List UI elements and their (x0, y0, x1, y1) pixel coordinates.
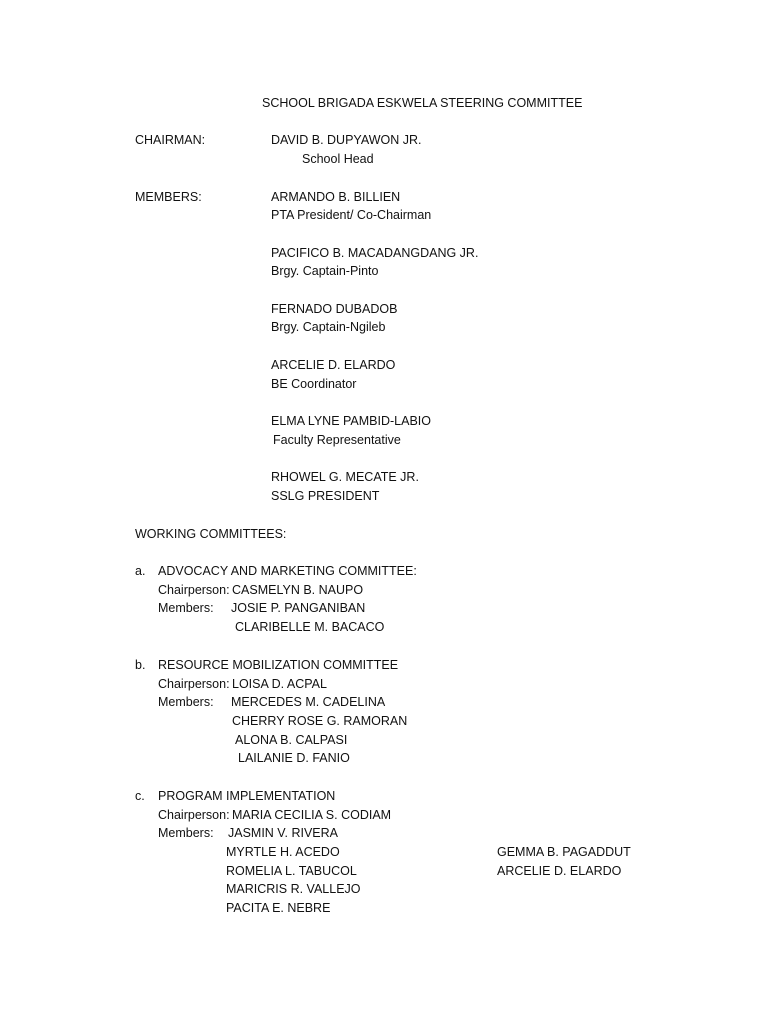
members-sub-label: Members: (158, 695, 214, 709)
chairperson-label: Chairperson: (158, 808, 230, 822)
committee-member: GEMMA B. PAGADDUT (497, 845, 631, 859)
committee-member: CLARIBELLE M. BACACO (235, 620, 385, 634)
committee-name: RESOURCE MOBILIZATION COMMITTEE (158, 658, 399, 672)
member-name: ARMANDO B. BILLIEN (271, 190, 401, 204)
document-title: SCHOOL BRIGADA ESKWELA STEERING COMMITTEE (262, 96, 583, 110)
members-sub-label: Members: (158, 601, 214, 615)
chairman-role: School Head (302, 152, 374, 166)
member-name: PACIFICO B. MACADANGDANG JR. (271, 246, 479, 260)
committee-member: JASMIN V. RIVERA (228, 826, 338, 840)
committee-member: ARCELIE D. ELARDO (497, 864, 622, 878)
chairperson-label: Chairperson: (158, 583, 230, 597)
chairperson-name: LOISA D. ACPAL (232, 677, 327, 691)
committee-member: JOSIE P. PANGANIBAN (231, 601, 366, 615)
committee-member: MYRTLE H. ACEDO (226, 845, 340, 859)
member-role: Faculty Representative (273, 433, 401, 447)
member-name: RHOWEL G. MECATE JR. (271, 470, 419, 484)
members-sub-label: Members: (158, 826, 214, 840)
committee-name: ADVOCACY AND MARKETING COMMITTEE: (158, 564, 417, 578)
committee-member: PACITA E. NEBRE (226, 901, 331, 915)
chairman-label: CHAIRMAN: (135, 133, 206, 147)
chairperson-label: Chairperson: (158, 677, 230, 691)
committee-member: CHERRY ROSE G. RAMORAN (232, 714, 408, 728)
committee-letter: b. (135, 658, 146, 672)
member-name: FERNADO DUBADOB (271, 302, 398, 316)
committee-name: PROGRAM IMPLEMENTATION (158, 789, 336, 803)
committee-member: ALONA B. CALPASI (235, 733, 348, 747)
chairman-name: DAVID B. DUPYAWON JR. (271, 133, 422, 147)
committee-member: MARICRIS R. VALLEJO (226, 882, 361, 896)
committee-member: ROMELIA L. TABUCOL (226, 864, 357, 878)
member-role: Brgy. Captain-Ngileb (271, 320, 386, 334)
committee-member: LAILANIE D. FANIO (238, 751, 350, 765)
members-label: MEMBERS: (135, 190, 202, 204)
member-role: SSLG PRESIDENT (271, 489, 380, 503)
member-role: BE Coordinator (271, 377, 357, 391)
working-committees-heading: WORKING COMMITTEES: (135, 527, 287, 541)
member-name: ELMA LYNE PAMBID-LABIO (271, 414, 432, 428)
committee-letter: c. (135, 789, 145, 803)
chairperson-name: MARIA CECILIA S. CODIAM (232, 808, 392, 822)
member-role: PTA President/ Co-Chairman (271, 208, 432, 222)
committee-member: MERCEDES M. CADELINA (231, 695, 386, 709)
member-role: Brgy. Captain-Pinto (271, 264, 379, 278)
committee-letter: a. (135, 564, 146, 578)
member-name: ARCELIE D. ELARDO (271, 358, 396, 372)
chairperson-name: CASMELYN B. NAUPO (232, 583, 364, 597)
